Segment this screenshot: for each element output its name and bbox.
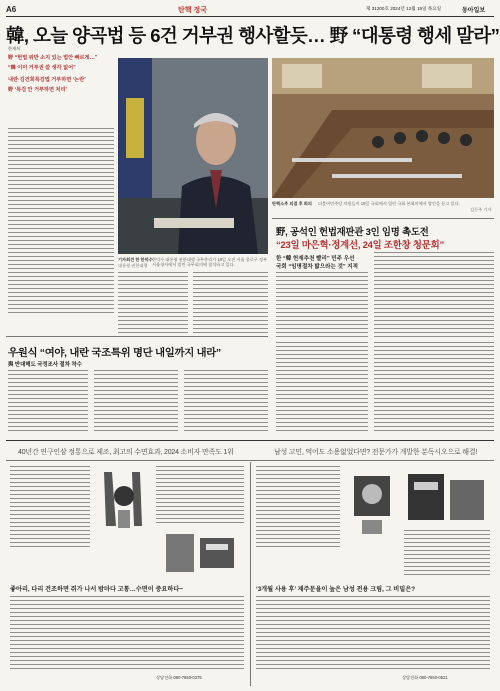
ad-left-product bbox=[156, 528, 244, 578]
ad-right-text-3 bbox=[256, 596, 490, 672]
deck-line: 내란·김건희특검법 거부하면 ‘논란’ bbox=[8, 77, 86, 83]
lower-story-headline: 우원식 “여야, 내란 국조특위 명단 내일까지 내라” bbox=[8, 348, 221, 359]
ad-right-text bbox=[256, 466, 340, 548]
ad-right-phone: 상담전화 080-7650-0521 bbox=[402, 675, 448, 680]
side-body-3 bbox=[276, 342, 368, 432]
ad-right-product bbox=[404, 466, 490, 526]
photo-han bbox=[118, 58, 268, 254]
photo-han-caption-text: 한덕수 대통령 권한대행 국무총리가 18일 오전 서울 종로구 정부서울청사에서 열린 국무회의에 참석하고 있다. bbox=[152, 257, 268, 268]
masthead bbox=[6, 4, 494, 16]
lower-body-3 bbox=[184, 370, 268, 434]
deck-line: 野 “헌법 위반 소지 있는 법안 빠르게…” bbox=[8, 55, 98, 61]
section-label: 탄핵 정국 bbox=[178, 7, 207, 14]
ad-banner-left: 40년간 연구인삼 정통으로 제조, 최고의 수면효과, 2024 소비자 만족도 1위 bbox=[18, 449, 234, 456]
ad-banner-right: 남성 고민, 먹어도 소용없었다면? 전문가가 개발한 분독시오으로 해결! bbox=[274, 449, 478, 456]
side-story-sub: “23일 마은혁·정계선, 24일 조한창 청문회” bbox=[276, 239, 444, 250]
ad-left bbox=[6, 462, 248, 684]
side-kicker-1: 한 “韓 헌재추천 빨리” 민주 우선 bbox=[276, 256, 355, 262]
deck-line: “韓 이미 거부권 쓸 생각 없어” bbox=[8, 65, 76, 71]
ad-left-text bbox=[10, 466, 90, 548]
middle-body-2 bbox=[193, 272, 268, 334]
ad-right-graphic bbox=[344, 468, 400, 538]
lower-story-sub: 與 반대해도 국정조사 절차 착수 bbox=[8, 362, 82, 368]
middle-body-1 bbox=[118, 272, 188, 334]
page-number: A6 bbox=[6, 5, 17, 14]
side-story-headline: 野, 공석인 헌법재판관 3인 임명 촉도전 bbox=[276, 226, 429, 237]
lower-body-1 bbox=[8, 370, 88, 434]
top-headline: 韓, 오늘 양곡법 등 6건 거부권 행사할듯… 野 “대통령 행세 말라” bbox=[6, 25, 500, 46]
ad-left-text-2 bbox=[156, 466, 244, 526]
ad-left-graphic bbox=[94, 466, 154, 532]
ad-left-headline: 좋아리, 다리 건조하면 쥐가 나서 밤마다 고통…수면이 중요하다~ bbox=[10, 586, 183, 593]
lower-body-2 bbox=[94, 370, 178, 434]
side-kicker-2: 국회 “임명절차 밟으라는 것” 지적 bbox=[276, 264, 359, 270]
side-body-1 bbox=[276, 272, 368, 338]
side-body-4 bbox=[374, 342, 494, 432]
photo-assembly-caption: 탄핵소추 의결 후 회의 bbox=[272, 201, 312, 206]
side-body-2 bbox=[374, 252, 494, 338]
photo-assembly-caption-text: 더불어민주당 의원들이 18일 국회에서 열린 국회 본회의에서 발언을 듣고 있다. bbox=[318, 201, 460, 206]
top-deck bbox=[8, 54, 112, 93]
ad-right bbox=[252, 462, 494, 684]
ad-right-headline: ‘3개월 사용 후’ 재주문율이 높은 남성 전용 크림, 그 비밀은? bbox=[256, 586, 416, 593]
ad-left-text-3 bbox=[10, 596, 244, 672]
top-byline: 한재희 bbox=[8, 46, 21, 51]
photo-assembly bbox=[272, 58, 494, 198]
paper-name: 동아일보 bbox=[462, 8, 486, 14]
photo-han-caption: 기자회견 한 한덕수 bbox=[118, 257, 153, 262]
issue-info: 제 31200호 2024년 12월 19일 목요일 bbox=[366, 6, 442, 11]
ad-right-text-2 bbox=[404, 530, 490, 578]
photo-assembly-credit: 김동주 기자 bbox=[470, 207, 492, 212]
photo-han-credit: 대통령 권한대행 bbox=[118, 263, 148, 268]
deck-line: 野 ‘특검 안 거부하면 처리’ bbox=[8, 87, 67, 93]
top-story-body bbox=[8, 128, 114, 314]
ad-left-phone: 상담전화 080-7850-0375 bbox=[156, 675, 202, 680]
